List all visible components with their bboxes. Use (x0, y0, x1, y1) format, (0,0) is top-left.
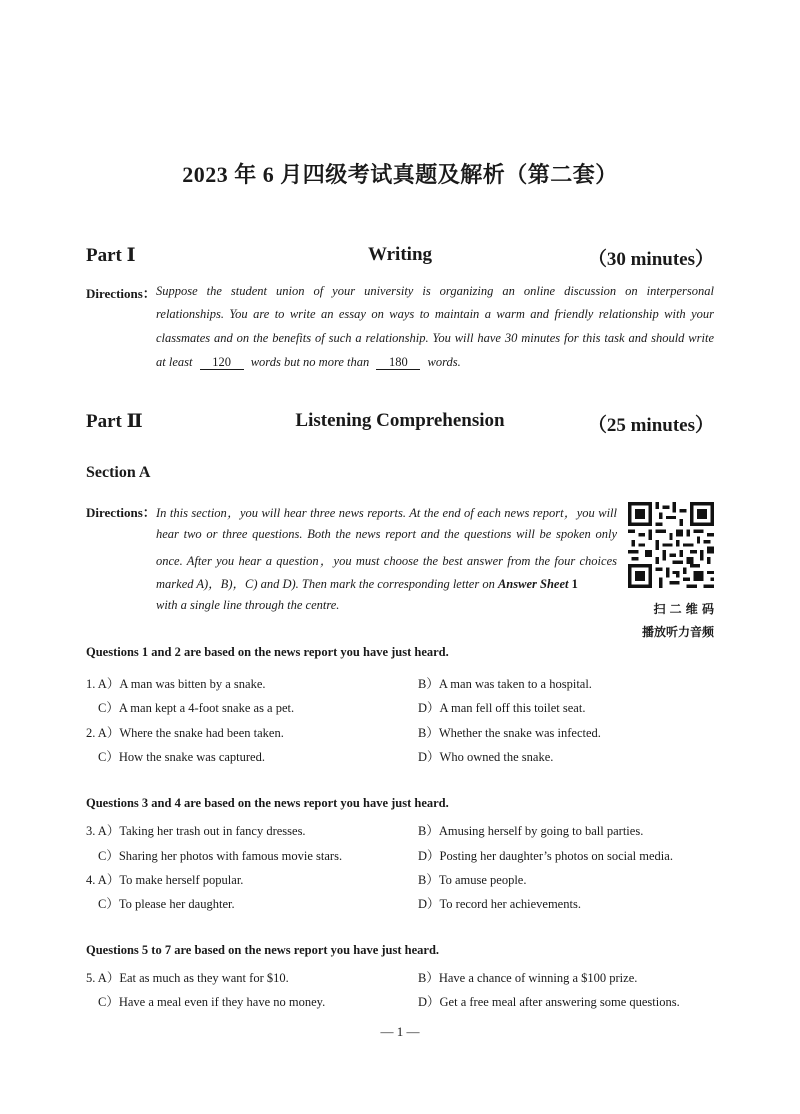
section-a-directions-label: Directions： (86, 505, 156, 520)
question-option: B）A man was taken to a hospital. (418, 677, 592, 691)
directions-text: marked A)，B)，C) and D). Then mark the corresponding letter on (156, 577, 495, 591)
part2-number: Part Ⅱ (86, 411, 143, 432)
part1-directions-line-3: classmates and on the benefits of such a relationship. You will have 30 minutes for this task and should write (156, 331, 714, 345)
section-a-directions-line-3: once. After you hear a question，you must choose the best answer from the four choices (156, 554, 617, 568)
answer-sheet-label: Answer Sheet (497, 577, 569, 591)
qr-code-icon[interactable] (628, 502, 714, 588)
section-a-title: Section A (86, 464, 151, 481)
question-option: 5. A）Eat as much as they want for $10. (86, 971, 289, 985)
part1-number: Part Ⅰ (86, 245, 136, 266)
question-option: 1. A）A man was bitten by a snake. (86, 677, 266, 691)
section-a-directions-line-2: hear two or three questions. Both the news report and the questions will be spoken only (156, 527, 617, 541)
question-option: C）Sharing her photos with famous movie stars. (98, 849, 343, 863)
question-option: D）Posting her daughter’s photos on social media. (418, 849, 673, 863)
question-option: C）How the snake was captured. (98, 750, 265, 764)
section-a-directions-line-5: with a single line through the centre. (156, 598, 340, 612)
max-words-blank: 180 (376, 355, 420, 370)
question-group-heading: Questions 3 and 4 are based on the news report you have just heard. (86, 796, 449, 810)
question-option: D）Who owned the snake. (418, 750, 554, 764)
question-option: 4. A）To make herself popular. (86, 873, 244, 887)
word-limit-text-a: at least (156, 355, 193, 369)
section-a-directions-line-1: In this section，you will hear three news reports. At the end of each news report，you will (156, 506, 617, 520)
page-number: — 1 — (380, 1024, 420, 1039)
qr-caption-play: 播放听力音频 (641, 625, 714, 639)
part2-time: （25 minutes） (587, 415, 714, 436)
word-limit-text-c: words. (427, 355, 461, 369)
part1-time: （30 minutes） (587, 249, 714, 270)
document-title: 2023 年 6 月四级考试真题及解析（第二套） (182, 162, 618, 187)
question-option: C）A man kept a 4-foot snake as a pet. (98, 701, 295, 715)
min-words-blank: 120 (200, 355, 244, 370)
question-option: B）Whether the snake was infected. (418, 726, 601, 740)
question-option: B）To amuse people. (418, 873, 527, 887)
question-option: B）Have a chance of winning a $100 prize. (418, 971, 638, 985)
part2-title: Listening Comprehension (295, 410, 505, 431)
qr-caption-scan: 扫 二 维 码 (653, 602, 714, 616)
part1-directions-label: Directions： (86, 286, 156, 301)
question-option: 2. A）Where the snake had been taken. (86, 726, 284, 740)
word-limit-text-b: words but no more than (250, 355, 370, 369)
part1-directions-line-4 (156, 355, 461, 370)
part1-title: Writing (367, 244, 433, 265)
question-option: C）Have a meal even if they have no money. (98, 995, 326, 1009)
question-group-heading: Questions 5 to 7 are based on the news report you have just heard. (86, 943, 440, 957)
question-option: 3. A）Taking her trash out in fancy dresses. (86, 824, 306, 838)
part1-directions-line-2: relationships. You are to write an essay on ways to maintain a warm and friendly relationship with your (156, 307, 714, 321)
question-option: B）Amusing herself by going to ball parties. (418, 824, 644, 838)
section-a-directions-line-4 (156, 574, 578, 592)
question-option: D）A man fell off this toilet seat. (418, 701, 586, 715)
question-option: C）To please her daughter. (98, 897, 235, 911)
part1-directions-line-1: Suppose the student union of your university is organizing an online discussion on interpersonal (156, 284, 714, 298)
question-option: D）Get a free meal after answering some questions. (418, 995, 680, 1009)
question-group-heading: Questions 1 and 2 are based on the news report you have just heard. (86, 645, 449, 659)
question-option: D）To record her achievements. (418, 897, 581, 911)
answer-sheet-number: 1 (568, 577, 578, 591)
